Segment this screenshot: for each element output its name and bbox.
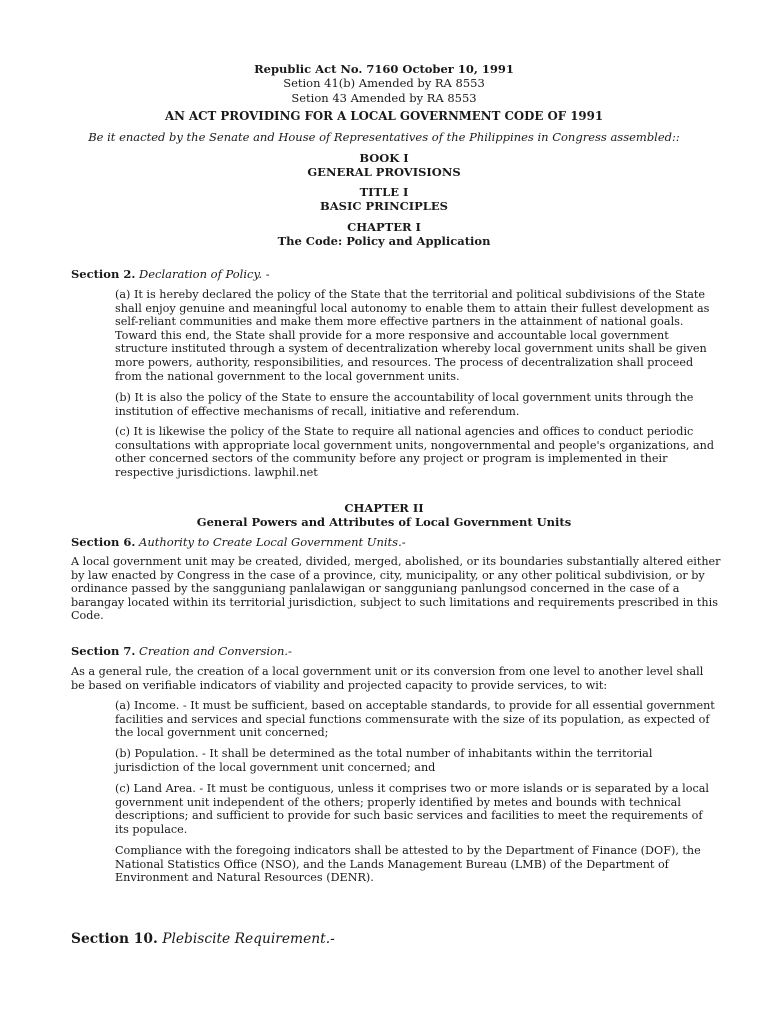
title-name: BASIC PRINCIPLES <box>320 199 448 213</box>
paragraph <box>115 288 715 383</box>
chapter-name: General Powers and Attributes of Local Government Units <box>196 515 572 529</box>
text-line: structure instituted through a system of decentralization whereby local government units shall be given <box>115 342 707 356</box>
text-line: A local government unit may be created, divided, merged, abolished, or its boundaries substantially altered either <box>71 555 721 568</box>
section-number: Section 7. <box>71 644 136 658</box>
section-heading <box>71 643 292 659</box>
text-line: facilities and services and special functions commensurate with the size of its population, as expected of <box>115 712 710 726</box>
enacting-clause: Be it enacted by the Senate and House of Representatives of the Philippines in Congress assembled:: <box>88 130 680 144</box>
chapter-label: CHAPTER I <box>347 220 421 234</box>
book-label: BOOK I <box>359 151 409 165</box>
section-number: Section 2. <box>71 267 136 281</box>
book-name: GENERAL PROVISIONS <box>307 165 461 179</box>
text-line: (c) Land Area. - It must be contiguous, unless it comprises two or more islands or is separated by a local <box>115 782 709 795</box>
text-line: Code. <box>71 609 104 623</box>
text-line: Toward this end, the State shall provide for a more responsive and accountable local government <box>115 328 669 342</box>
text-line: descriptions; and sufficient to provide for such basic services and facilities to meet the requirements of <box>115 809 703 823</box>
text-line: more powers, authority, responsibilities, and resources. The process of decentralization shall proceed <box>115 355 694 369</box>
text-line: its populace. <box>115 822 188 836</box>
text-line: other concerned sectors of the community before any project or program is implemented in their <box>115 452 668 466</box>
text-line: institution of effective mechanisms of recall, initiative and referendum. <box>115 404 520 418</box>
text-line: be based on verifiable indicators of viability and projected capacity to provide services, to wit: <box>71 678 608 692</box>
section-title: Authority to Create Local Government Units.- <box>139 535 406 549</box>
title-label: TITLE I <box>359 185 409 199</box>
text-line: government unit independent of the others; properly identified by metes and bounds with technical <box>115 795 681 809</box>
paragraph <box>71 665 711 692</box>
text-line: (c) It is likewise the policy of the State to require all national agencies and offices to conduct periodic <box>115 425 694 438</box>
paragraph <box>115 844 715 885</box>
act-number-heading: Republic Act No. 7160 October 10, 1991 <box>254 62 514 76</box>
text-line: barangay located within its territorial jurisdiction, subject to such limitations and requirements prescribed in this <box>71 595 718 609</box>
text-line: National Statistics Office (NSO), and the Lands Management Bureau (LMB) of the Department of <box>115 857 669 871</box>
text-line: self-reliant communities and make them more effective partners in the attainment of national goals. <box>115 315 684 329</box>
text-line: consultations with appropriate local government units, nongovernmental and people's organizations, and <box>115 438 715 452</box>
text-line: (b) It is also the policy of the State to ensure the accountability of local government units through the <box>115 391 694 404</box>
paragraph <box>115 391 715 418</box>
text-line: respective jurisdictions. lawphil.net <box>115 465 318 479</box>
text-line: jurisdiction of the local government unit concerned; and <box>115 760 436 774</box>
act-title: AN ACT PROVIDING FOR A LOCAL GOVERNMENT CODE OF 1991 <box>164 109 604 123</box>
section-heading <box>71 266 270 282</box>
chapter-name: The Code: Policy and Application <box>277 234 491 248</box>
text-line: shall enjoy genuine and meaningful local autonomy to enable them to attain their fullest development as <box>115 301 710 315</box>
text-line: the local government unit concerned; <box>115 726 329 740</box>
text-line: ordinance passed by the sangguniang panlalawigan or sangguniang panlungsod concerned in the case of a <box>71 582 680 596</box>
paragraph <box>115 782 715 836</box>
section-number: Section 6. <box>71 535 136 549</box>
chapter-label: CHAPTER II <box>344 501 424 515</box>
amendment-note: Setion 43 Amended by RA 8553 <box>291 91 477 105</box>
text-line: (a) Income. - It must be sufficient, based on acceptable standards, to provide for all essential government <box>115 699 715 712</box>
text-line: (b) Population. - It shall be determined as the total number of inhabitants within the territorial <box>115 747 653 760</box>
section-heading <box>71 931 335 947</box>
amendment-note: Setion 41(b) Amended by RA 8553 <box>283 76 485 90</box>
paragraph <box>115 425 715 479</box>
text-line: by law enacted by Congress in the case of a province, city, municipality, or any other political subdivision, or by <box>71 568 705 582</box>
section-title: Plebiscite Requirement.- <box>162 931 335 947</box>
section-heading <box>71 534 406 550</box>
section-title: Declaration of Policy. - <box>139 267 270 281</box>
text-line: As a general rule, the creation of a local government unit or its conversion from one level to another level shall <box>71 665 704 678</box>
text-line: from the national government to the local government units. <box>115 369 460 383</box>
section-title: Creation and Conversion.- <box>139 644 292 658</box>
paragraph <box>115 699 715 740</box>
text-line: (a) It is hereby declared the policy of the State that the territorial and political subdivisions of the State <box>115 288 706 301</box>
paragraph <box>71 555 721 623</box>
text-line: Environment and Natural Resources (DENR). <box>115 871 374 885</box>
section-number: Section 10. <box>71 931 158 947</box>
paragraph <box>115 747 715 774</box>
text-line: Compliance with the foregoing indicators shall be attested to by the Department of Finance (DOF), the <box>115 844 701 857</box>
